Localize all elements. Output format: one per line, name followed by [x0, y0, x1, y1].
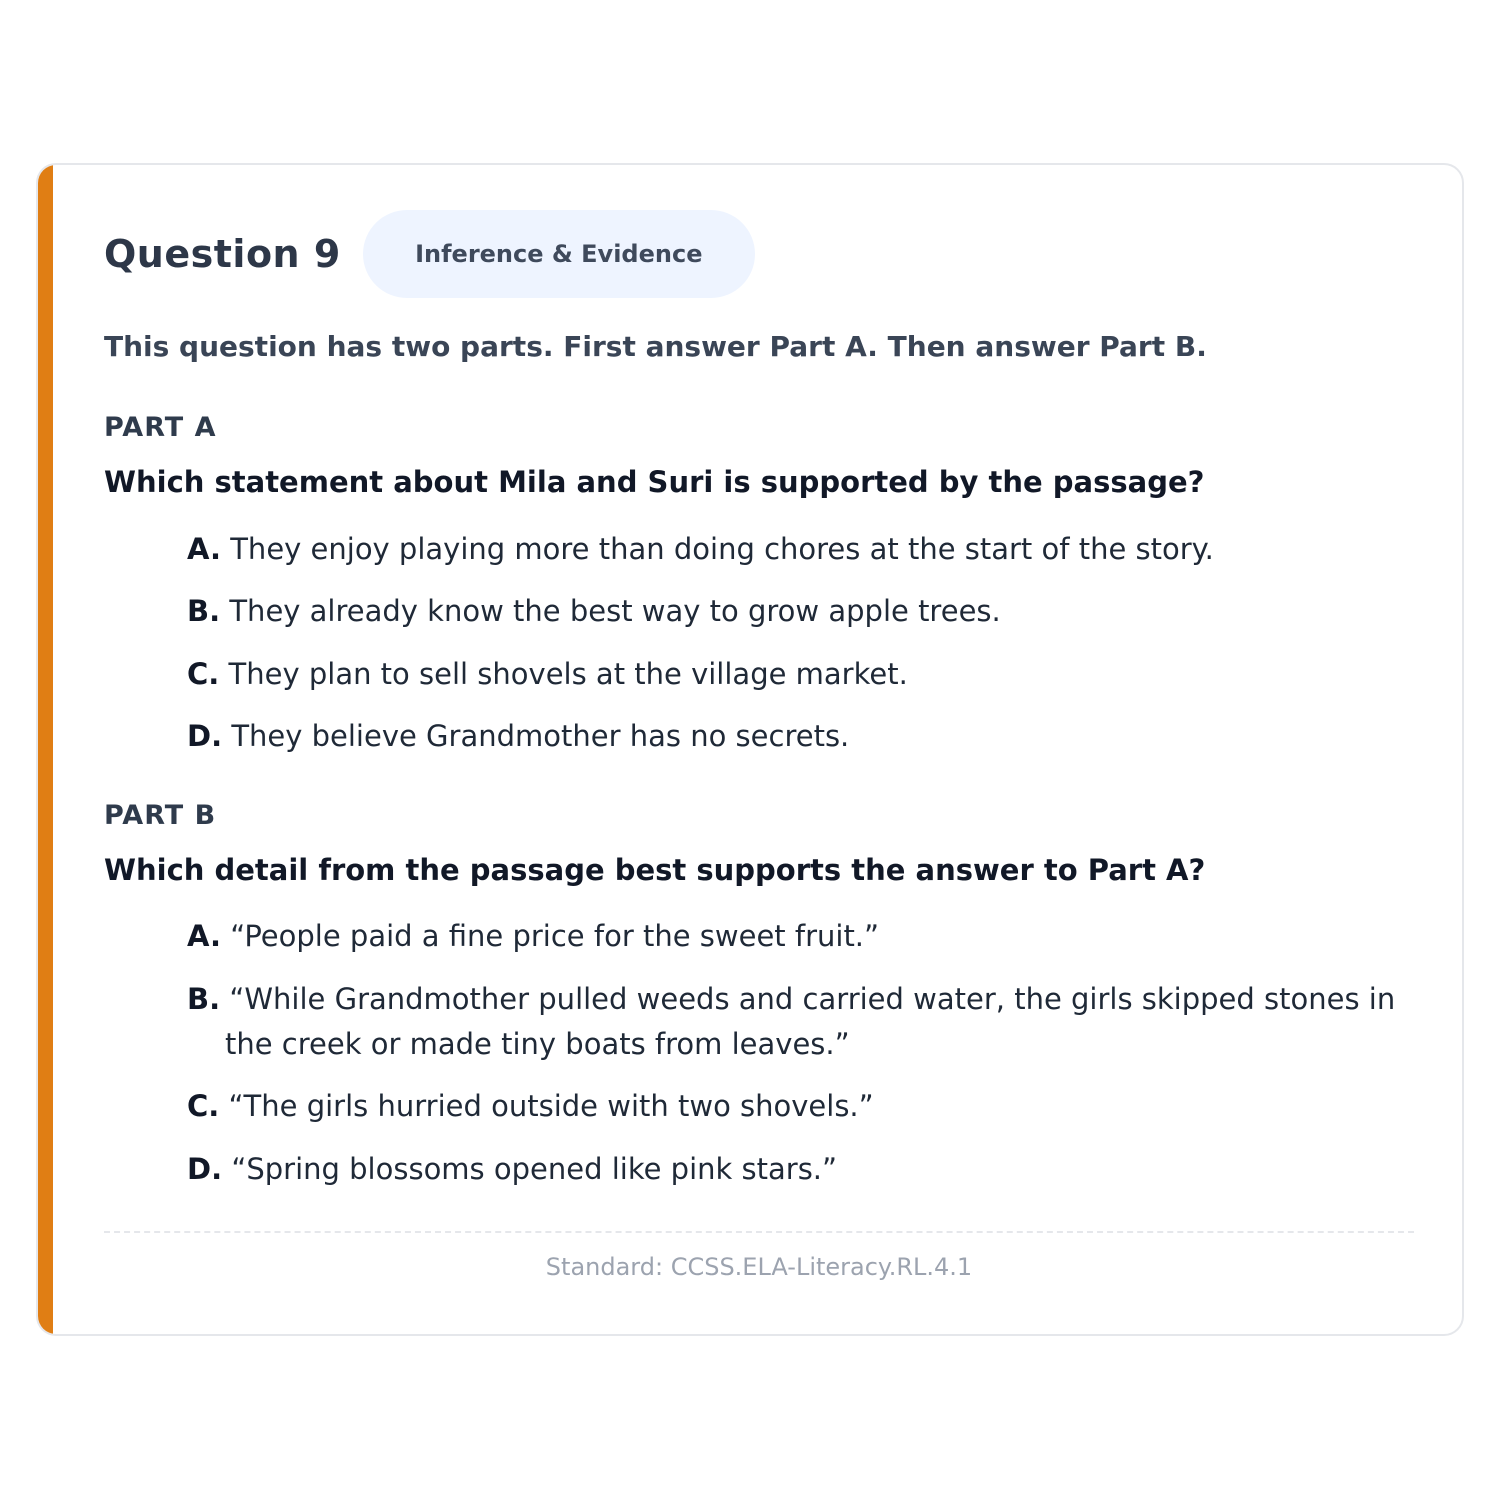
option-letter: B. [187, 982, 221, 1016]
option-letter: D. [187, 1152, 223, 1186]
option-text: “The girls hurried outside with two shovels.” [228, 1089, 874, 1123]
question-card [36, 163, 1464, 1336]
instructions: This question has two parts. First answer Part A. Then answer Part B. [104, 330, 1207, 363]
part-a-prompt: Which statement about Mila and Suri is supported by the passage? [104, 465, 1205, 499]
divider [104, 1231, 1414, 1233]
accent-bar [38, 165, 53, 1334]
skill-tag: Inference & Evidence [363, 210, 755, 298]
part-b-option-c[interactable] [169, 1084, 1419, 1129]
part-b-label: PART B [104, 800, 217, 831]
part-a-option-d[interactable] [169, 714, 1419, 759]
option-letter: D. [187, 719, 223, 753]
part-a-label: PART A [104, 412, 217, 443]
option-letter: C. [187, 657, 220, 691]
option-text: They plan to sell shovels at the village market. [228, 657, 908, 691]
part-a-option-c[interactable] [169, 652, 1419, 697]
standard-label: Standard: CCSS.ELA-Literacy.RL.4.1 [545, 1253, 973, 1281]
question-header [104, 209, 755, 299]
part-a-option-b[interactable] [169, 589, 1419, 634]
option-letter: A. [187, 919, 221, 953]
question-title: Question 9 [104, 232, 341, 276]
part-a-option-a[interactable] [169, 527, 1419, 572]
option-letter: A. [187, 532, 221, 566]
option-letter: B. [187, 594, 221, 628]
option-text: “People paid a fine price for the sweet fruit.” [230, 919, 880, 953]
option-text: They already know the best way to grow apple trees. [229, 594, 1001, 628]
option-letter: C. [187, 1089, 220, 1123]
part-b-option-a[interactable] [169, 914, 1419, 959]
option-text: “Spring blossoms opened like pink stars.” [231, 1152, 838, 1186]
option-text: “While Grandmother pulled weeds and carried water, the girls skipped stones in the creek or made tiny boats from leaves.” [225, 982, 1396, 1061]
part-b-prompt: Which detail from the passage best supports the answer to Part A? [104, 853, 1206, 887]
option-text: They enjoy playing more than doing chores at the start of the story. [230, 532, 1214, 566]
option-text: They believe Grandmother has no secrets. [231, 719, 850, 753]
part-b-option-d[interactable] [169, 1147, 1419, 1192]
part-b-option-b[interactable] [169, 977, 1419, 1067]
